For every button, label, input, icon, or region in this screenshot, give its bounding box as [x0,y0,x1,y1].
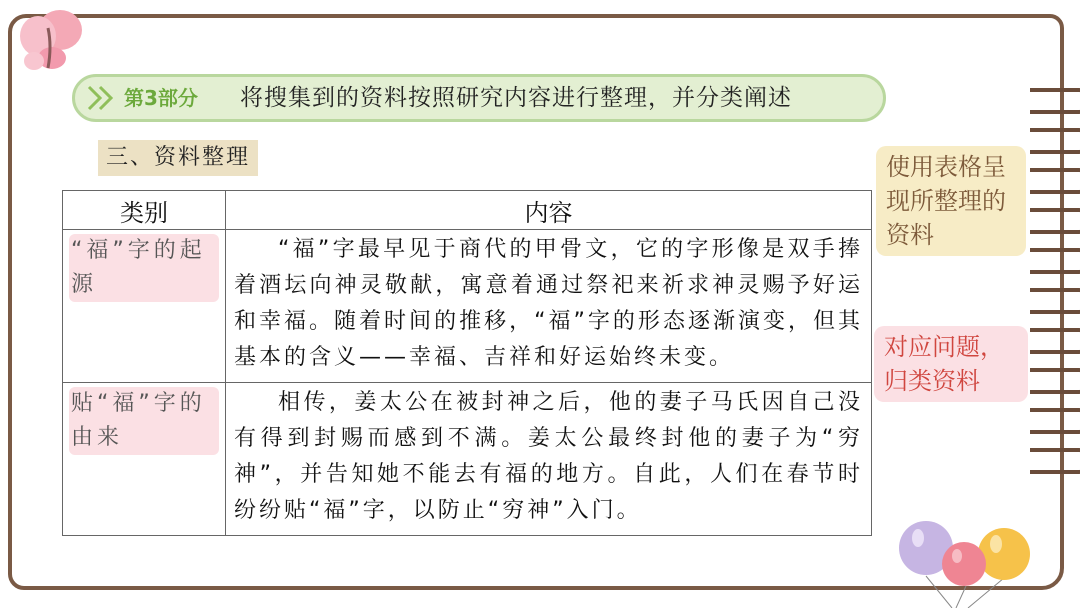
category-cell [63,383,226,536]
category-label: 贴“福”字的由来 [69,387,219,455]
material-table [62,190,872,536]
double-chevron-icon [86,84,118,112]
content-cell: “福”字最早见于商代的甲骨文，它的字形像是双手捧着酒坛向神灵敬献，寓意着通过祭祀来祈求神灵赐予好运和幸福。随着时间的推移，“福”字的形态逐渐演变，但其基本的含义——幸福、吉祥和好运始终未变。 [226,230,872,383]
butterfly-icon [8,6,88,76]
table-row [63,383,872,536]
category-cell [63,230,226,383]
table-header-row [63,191,872,230]
header-title: 将搜集到的资料按照研究内容进行整理，并分类阐述 [240,85,792,111]
balloons-icon [892,514,1042,608]
note-classify-materials: 对应问题，归类资料 [874,326,1028,402]
category-label: “福”字的起源 [69,234,219,302]
content-cell: 相传，姜太公在被封神之后，他的妻子马氏因自己没有得到封赐而感到不满。姜太公最终封他的妻子为“穷神”，并告知她不能去有福的地方。自此，人们在春节时纷纷贴“福”字，以防止“穷神”入门。 [226,383,872,536]
section-title: 三、资料整理 [98,140,258,176]
table-row [63,230,872,383]
column-header-category: 类别 [63,191,226,230]
note-table-presentation: 使用表格呈现所整理的资料 [876,146,1026,256]
part-label: 第3部分 [124,86,198,110]
column-header-content: 内容 [226,191,872,230]
